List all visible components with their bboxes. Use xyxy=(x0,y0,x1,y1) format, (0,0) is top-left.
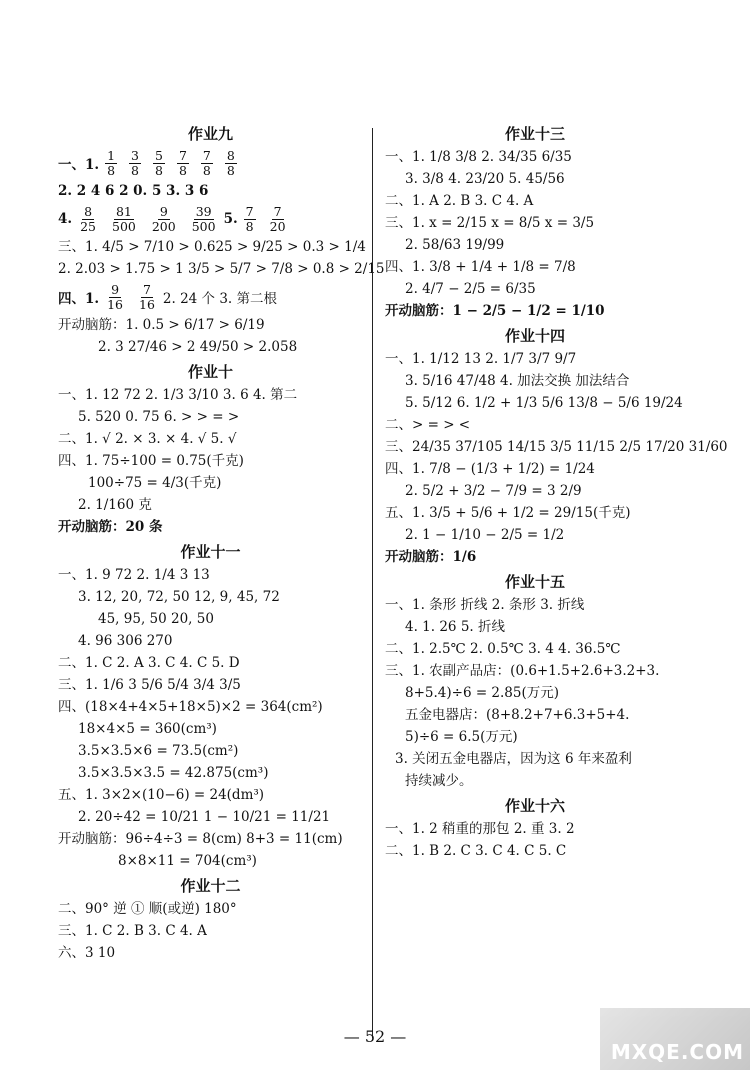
s10-row-3: 二、1. √ 2. × 3. × 4. √ 5. √ xyxy=(58,431,237,447)
s11-row-7: 四、(18×4+4×5+18×5)×2 = 364(cm²) xyxy=(58,699,323,715)
s9-row-1 xyxy=(58,146,363,180)
s9-row-1-fraction-4 xyxy=(201,149,213,178)
s15-row-2: 4. 1. 26 5. 折线 xyxy=(405,619,505,635)
s14-row-10: 开动脑筋：1/6 xyxy=(385,549,477,565)
s14-row-1: 一、1. 1/12 13 2. 1/7 3/7 9/7 xyxy=(385,351,577,367)
s9-row-3-mid: 5. xyxy=(223,211,238,227)
s12-row-2: 三、1. C 2. B 3. C 4. A xyxy=(58,923,207,939)
s14-row-9: 2. 1 − 1/10 − 2/5 = 1/2 xyxy=(405,527,565,543)
denominator: 8 xyxy=(202,162,211,178)
s14-row-2: 3. 5/16 47/48 4. 加法交换 加法结合 xyxy=(405,373,630,389)
numerator: 7 xyxy=(245,203,254,219)
s11-row-5: 二、1. C 2. A 3. C 4. C 5. D xyxy=(58,655,240,671)
s11-row-8: 18×4×5 = 360(cm³) xyxy=(78,721,217,737)
s16-row-2: 二、1. B 2. C 3. C 4. C 5. C xyxy=(385,843,567,859)
numerator: 7 xyxy=(178,147,187,163)
s9-row-1-fraction-2 xyxy=(153,149,165,178)
s13-row-4: 三、1. x = 2/15 x = 8/5 x = 3/5 xyxy=(385,215,595,231)
denominator: 20 xyxy=(269,218,286,234)
s11-row-14: 8×8×11 = 704(cm³) xyxy=(118,853,257,869)
section-title-13: 作业十三 xyxy=(504,125,565,143)
column-divider xyxy=(372,128,373,1038)
numerator: 1 xyxy=(107,147,116,163)
denominator: 8 xyxy=(226,162,235,178)
s10-row-6: 2. 1/160 克 xyxy=(78,497,152,513)
right-column xyxy=(385,120,728,862)
s11-row-4: 4. 96 306 270 xyxy=(78,633,173,649)
watermark-logo xyxy=(600,1008,750,1070)
s15-row-6: 五金电器店：(8+8.2+7+6.3+5+4. xyxy=(405,707,630,723)
numerator: 81 xyxy=(115,203,132,219)
s11-row-6: 三、1. 1/6 3 5/6 5/4 3/4 3/5 xyxy=(58,677,241,693)
s15-row-4: 三、1. 农副产品店：(0.6+1.5+2.6+3.2+3. xyxy=(385,663,660,679)
page-number: — 52 — xyxy=(343,1027,407,1046)
denominator: 8 xyxy=(131,162,139,178)
denominator: 200 xyxy=(151,218,176,234)
s12-row-3: 六、3 10 xyxy=(58,945,116,961)
s13-row-3: 二、1. A 2. B 3. C 4. A xyxy=(385,193,534,209)
section-title-16: 作业十六 xyxy=(504,797,565,815)
s11-row-2: 3. 12, 20, 72, 50 12, 9, 45, 72 xyxy=(78,589,280,605)
s15-row-9: 持续减少。 xyxy=(405,773,473,789)
s15-row-5: 8+5.4)÷6 = 2.85(万元) xyxy=(405,685,560,701)
s9-row-1-fraction-0 xyxy=(105,149,117,178)
s9-row-6-fraction-1 xyxy=(137,283,157,312)
denominator: 8 xyxy=(178,162,187,178)
section-title-15: 作业十五 xyxy=(504,573,565,591)
s9-row-6-fractions xyxy=(99,283,163,312)
section-title-9: 作业九 xyxy=(187,125,233,143)
denominator: 25 xyxy=(80,218,96,234)
denominator: 500 xyxy=(112,218,136,234)
s9-row-3-fraction-3 xyxy=(190,205,218,234)
s16-row-1: 一、1. 2 稍重的那包 2. 重 3. 2 xyxy=(385,821,575,837)
s13-row-6: 四、1. 3/8 + 1/4 + 1/8 = 7/8 xyxy=(385,259,576,275)
s9-row-6-tail: 2. 24 个 3. 第二根 xyxy=(162,291,278,307)
left-column xyxy=(58,120,385,964)
numerator: 9 xyxy=(111,281,120,297)
denominator: 16 xyxy=(139,296,155,312)
denominator: 8 xyxy=(245,218,254,234)
s10-row-7: 开动脑筋：20 条 xyxy=(58,519,163,535)
s15-row-1: 一、1. 条形 折线 2. 条形 3. 折线 xyxy=(385,597,585,613)
s9-row-1-fraction-5 xyxy=(225,149,237,178)
s9-row-3-fraction-2 xyxy=(150,205,178,234)
s9-row-1-fraction-3 xyxy=(177,149,189,178)
s13-row-1: 一、1. 1/8 3/8 2. 34/35 6/35 xyxy=(385,149,572,165)
numerator: 9 xyxy=(159,203,168,219)
s15-row-3: 二、1. 2.5℃ 2. 0.5℃ 3. 4 4. 36.5℃ xyxy=(385,641,621,657)
denominator: 500 xyxy=(191,218,216,234)
s9-row-1-fraction-1 xyxy=(129,149,141,178)
s11-row-12: 2. 20÷42 = 10/21 1 − 10/21 = 11/21 xyxy=(78,809,331,825)
section-title-14: 作业十四 xyxy=(504,327,565,345)
s9-row-3-fraction-0 xyxy=(78,205,98,234)
section-title-10: 作业十 xyxy=(187,363,233,381)
s11-row-3: 45, 95, 50 20, 50 xyxy=(98,611,214,627)
s13-row-5: 2. 58/63 19/99 xyxy=(405,237,505,253)
s9-row-1-fractions xyxy=(99,149,243,178)
s9-row-3b-fraction-1 xyxy=(268,205,288,234)
s10-row-5: 100÷75 = 4/3(千克) xyxy=(88,475,222,491)
s9-row-3-fraction-1 xyxy=(110,205,138,234)
s15-row-7: 5)÷6 = 6.5(万元) xyxy=(405,729,518,745)
s10-row-1: 一、1. 12 72 2. 1/3 3/10 3. 6 4. 第二 xyxy=(58,387,298,403)
s9-row-1-label: 一、1. xyxy=(58,157,100,173)
section-title-11: 作业十一 xyxy=(180,543,241,561)
s9-row-3-fractions-b xyxy=(238,205,294,234)
numerator: 39 xyxy=(195,203,212,219)
s9-row-3b-fraction-0 xyxy=(244,205,256,234)
section-title-12: 作业十二 xyxy=(180,877,241,895)
numerator: 8 xyxy=(84,203,93,219)
s14-row-3: 5. 5/12 6. 1/2 + 1/3 5/6 13/8 − 5/6 19/24 xyxy=(405,395,683,411)
s14-row-6: 四、1. 7/8 − (1/3 + 1/2) = 1/24 xyxy=(385,461,595,477)
s9-row-3 xyxy=(58,202,363,236)
s11-row-10: 3.5×3.5×3.5 = 42.875(cm³) xyxy=(78,765,269,781)
s9-row-3-fractions xyxy=(72,205,223,234)
s9-row-6-label: 四、1. xyxy=(58,291,100,307)
numerator: 3 xyxy=(131,147,139,163)
numerator: 7 xyxy=(202,147,211,163)
denominator: 8 xyxy=(155,162,163,178)
s9-row-8: 2. 3 27/46 > 2 49/50 > 2.058 xyxy=(98,339,298,355)
s14-row-8: 五、1. 3/5 + 5/6 + 1/2 = 29/15(千克) xyxy=(385,505,631,521)
s11-row-13: 开动脑筋：96÷4÷3 = 8(cm) 8+3 = 11(cm) xyxy=(58,831,343,847)
numerator: 7 xyxy=(142,281,151,297)
numerator: 8 xyxy=(226,147,235,163)
s9-row-7: 开动脑筋：1. 0.5 > 6/17 > 6/19 xyxy=(58,317,265,333)
s13-row-2: 3. 3/8 4. 23/20 5. 45/56 xyxy=(405,171,565,187)
s11-row-11: 五、1. 3×2×(10−6) = 24(dm³) xyxy=(58,787,265,803)
s13-row-7: 2. 4/7 − 2/5 = 6/35 xyxy=(405,281,536,297)
s10-row-2: 5. 520 0. 75 6. > > = > xyxy=(78,409,240,425)
s13-row-8: 开动脑筋：1 − 2/5 − 1/2 = 1/10 xyxy=(385,303,605,319)
denominator: 8 xyxy=(107,162,116,178)
s10-row-4: 四、1. 75÷100 = 0.75(千克) xyxy=(58,453,244,469)
s9-row-3-label: 4. xyxy=(58,211,73,227)
s9-row-4: 三、1. 4/5 > 7/10 > 0.625 > 9/25 > 0.3 > 1/4 xyxy=(58,239,366,255)
numerator: 7 xyxy=(273,203,282,219)
s14-row-5: 三、24/35 37/105 14/15 3/5 11/15 2/5 17/20 31/60 xyxy=(385,439,728,455)
s9-row-5: 2. 2.03 > 1.75 > 1 3/5 > 5/7 > 7/8 > 0.8 > 2/15 xyxy=(58,261,385,277)
s9-row-6 xyxy=(58,280,363,314)
watermark-text: MXQE.COM xyxy=(610,1040,744,1064)
s11-row-1: 一、1. 9 72 2. 1/4 3 13 xyxy=(58,567,210,583)
s14-row-7: 2. 5/2 + 3/2 − 7/9 = 3 2/9 xyxy=(405,483,582,499)
s14-row-4: 二、> = > < xyxy=(385,417,471,433)
denominator: 16 xyxy=(107,296,123,312)
s9-row-2: 2. 2 4 6 2 0. 5 3. 3 6 xyxy=(58,183,209,199)
s9-row-6-fraction-0 xyxy=(105,283,125,312)
s11-row-9: 3.5×3.5×6 = 73.5(cm²) xyxy=(78,743,239,759)
s15-row-8: 3. 关闭五金电器店，因为这 6 年来盈利 xyxy=(395,751,632,767)
s12-row-1: 二、90° 逆 ① 顺(或逆) 180° xyxy=(58,901,237,917)
numerator: 5 xyxy=(155,147,163,163)
